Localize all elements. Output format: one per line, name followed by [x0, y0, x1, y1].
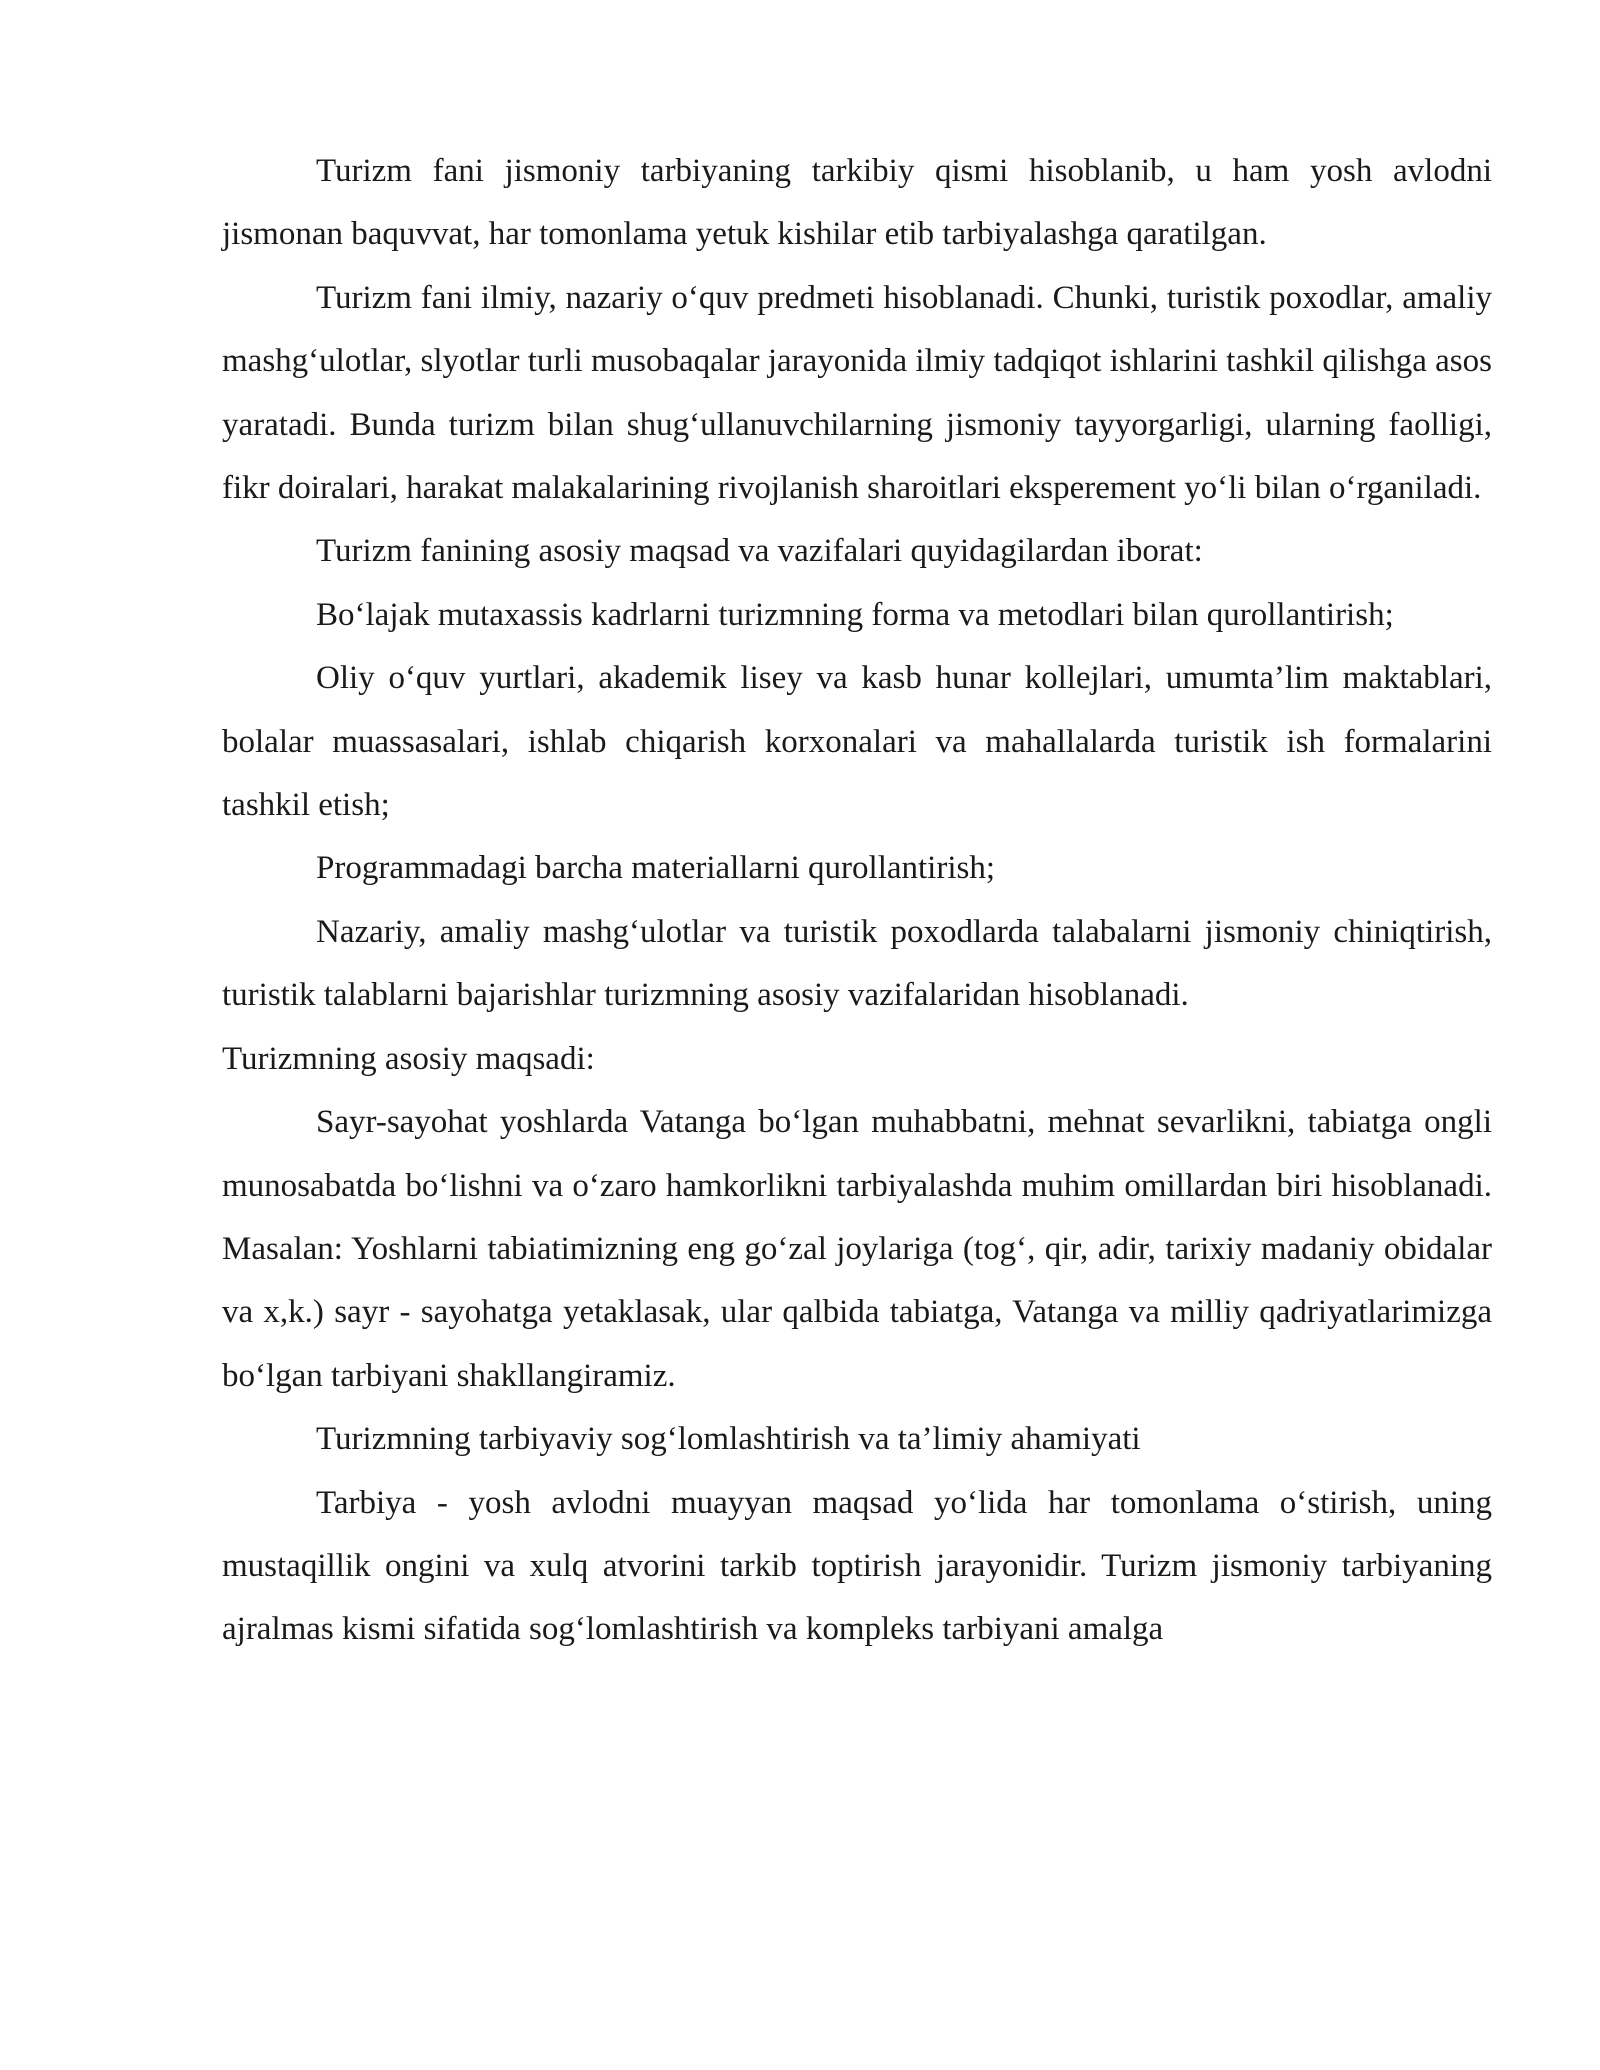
body-text	[222, 140, 1492, 1662]
section-heading: Turizmning tarbiyaviy sog‘lomlashtirish va ta’limiy ahamiyati	[316, 1421, 1141, 1458]
paragraph-2: Turizm fani ilmiy, nazariy o‘quv predmeti hisoblanadi. Chunki, turistik poxodlar, amaliy mashg‘ulotlar, slyotlar turli musobaqalar jarayonida ilmiy tadqiqot ishlarini tashkil qilishga asos yaratadi. Bunda turizm bilan shug‘ullanuvchilarning jismoniy tayyorgarligi, ularning faolligi, fikr doiralari, harakat malakalarining rivojlanish sharoitlari eksperement yo‘li bilan o‘rganiladi.	[222, 279, 1492, 507]
paragraph-4: Bo‘lajak mutaxassis kadrlarni turizmning forma va metodlari bilan qurollantirish;	[316, 596, 1394, 633]
paragraph-6: Programmadagi barcha materiallarni qurollantirish;	[316, 850, 996, 887]
paragraph-1: Turizm fani jismoniy tarbiyaning tarkibiy qismi hisoblanib, u ham yosh avlodni jismonan baquvvat, har tomonlama yetuk kishilar etib tarbiyalashga qaratilgan.	[222, 153, 1492, 253]
paragraph-9: Sayr-sayohat yoshlarda Vatanga bo‘lgan muhabbatni, mehnat sevarlikni, tabiatga ongli munosabatda bo‘lishni va o‘zaro hamkorlikni tarbiyalashda muhim omillardan biri hisoblanadi. Masalan: Yoshlarni tabiatimizning eng go‘zal joylariga (tog‘, qir, adir, tarixiy madaniy obidalar va x,k.) sayr - sayohatga yetaklasak, ular qalbida tabiatga, Vatanga va milliy qadriyatlarimizga bo‘lgan tarbiyani shakllangiramiz.	[222, 1104, 1492, 1394]
paragraph-7: Nazariy, amaliy mashg‘ulotlar va turistik poxodlarda talabalarni jismoniy chiniqtirish, turistik talablarni bajarishlar turizmning asosiy vazifalaridan hisoblanadi.	[222, 913, 1492, 1014]
paragraph-3: Turizm fanining asosiy maqsad va vazifalari quyidagilardan iborat:	[316, 533, 1203, 570]
paragraph-5: Oliy o‘quv yurtlari, akademik lisey va kasb hunar kollejlari, umumta’lim maktablari, bolalar muassasalari, ishlab chiqarish korxonalari va mahallalarda turistik ish formalarini tashkil etish;	[222, 660, 1492, 824]
paragraph-8: Turizmning asosiy maqsadi:	[222, 1040, 595, 1077]
paragraph-10: Tarbiya - yosh avlodni muayyan maqsad yo‘lida har tomonlama o‘stirish, uning mustaqillik ongini va xulq atvorini tarkib toptirish jarayonidir. Turizm jismoniy tarbiyaning ajralmas kismi sifatida sog‘lomlashtirish va kompleks tarbiyani amalga	[222, 1484, 1492, 1648]
